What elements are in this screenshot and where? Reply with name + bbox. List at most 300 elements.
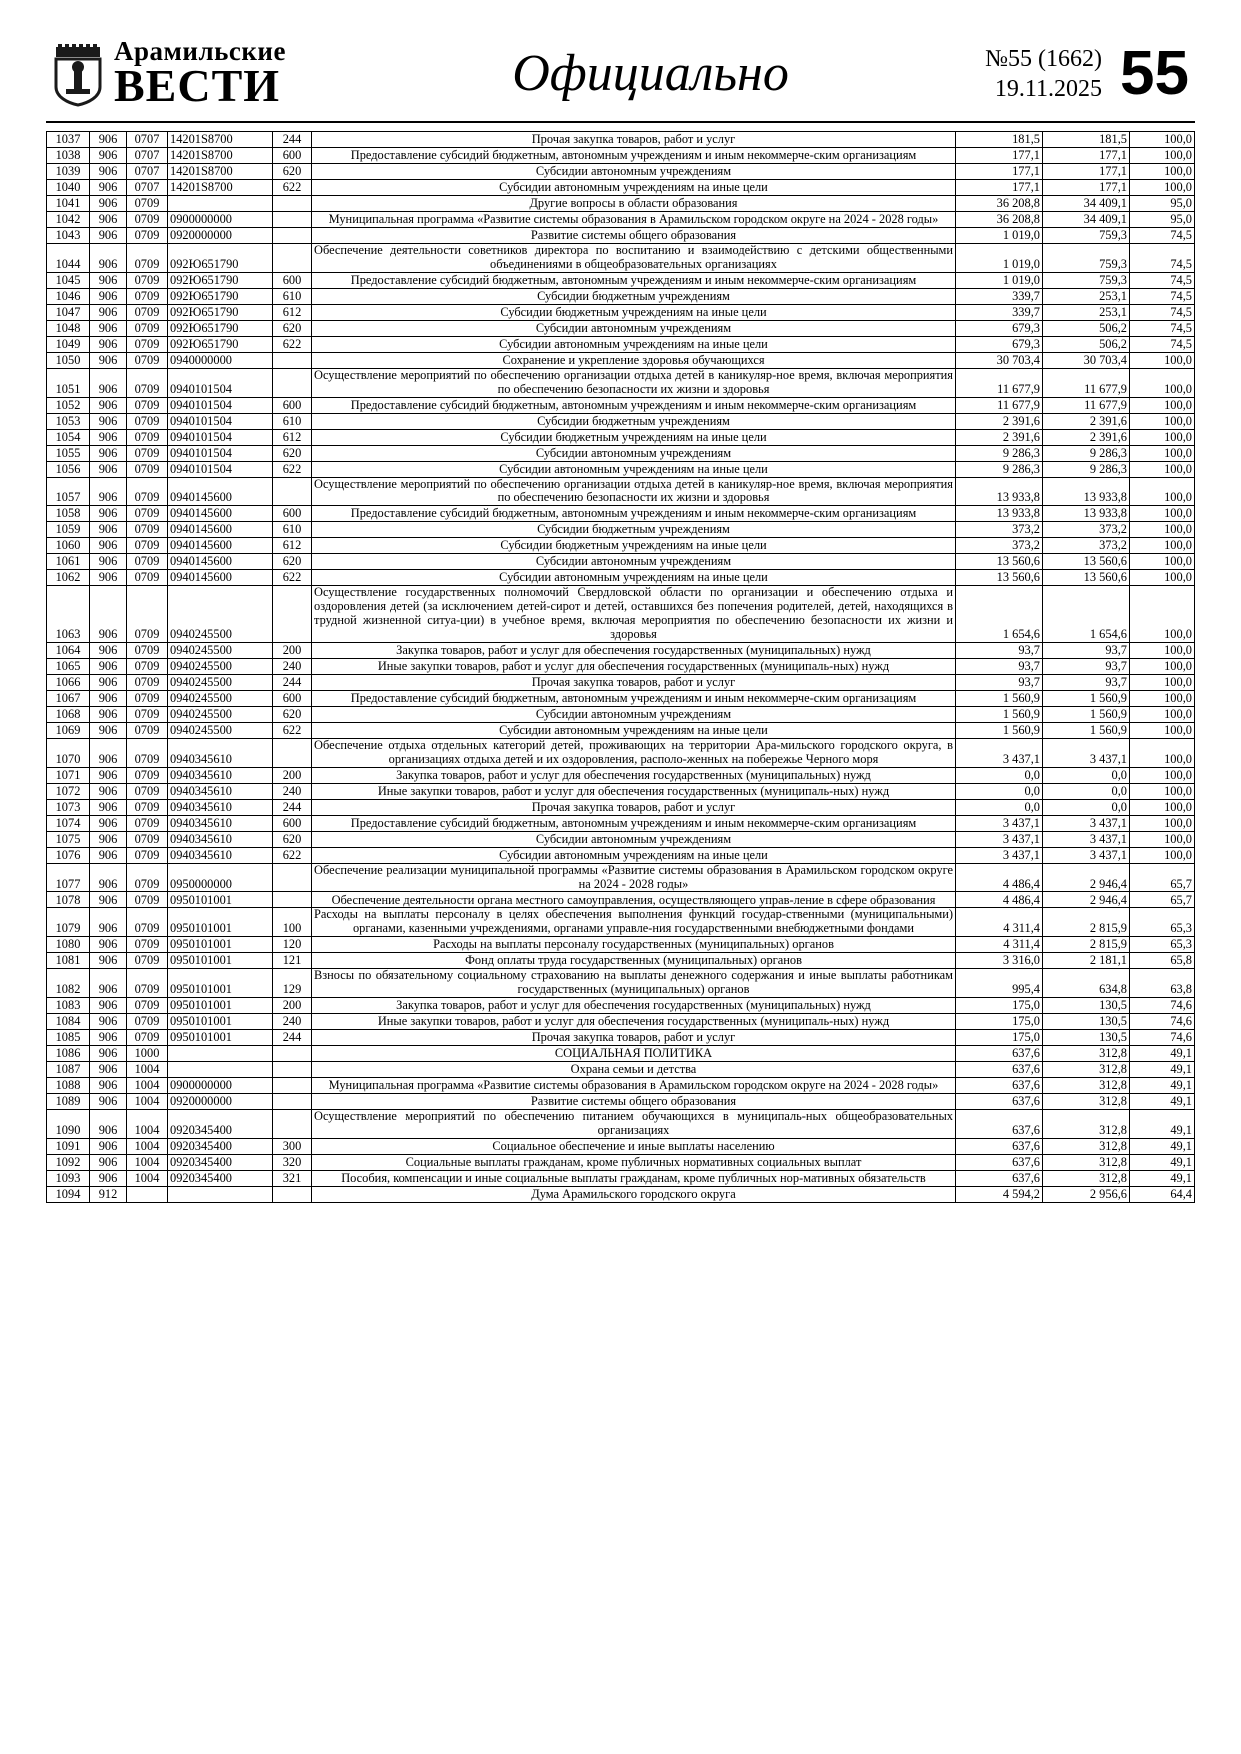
table-row [47, 674, 1195, 690]
expense-name: Сохранение и укрепление здоровья обучающихся [312, 352, 956, 368]
target-article-code: 0940101504 [168, 429, 273, 445]
target-article-code: 0940245500 [168, 674, 273, 690]
execution-percent: 74,5 [1130, 336, 1195, 352]
plan-amount: 1 019,0 [956, 228, 1043, 244]
plan-amount: 3 437,1 [956, 738, 1043, 767]
chief-administrator-code: 906 [90, 538, 127, 554]
chief-administrator-code: 906 [90, 937, 127, 953]
row-number: 1079 [47, 908, 90, 937]
chief-administrator-code: 906 [90, 336, 127, 352]
chief-administrator-code: 906 [90, 908, 127, 937]
table-row [47, 1138, 1195, 1154]
expense-type-code: 600 [273, 397, 312, 413]
section-subsection-code: 0709 [127, 570, 168, 586]
expense-name: Взносы по обязательному социальному страхованию на выплаты денежного содержания и иные выплаты работникам государственных (муниципальных) органов [312, 969, 956, 998]
expense-type-code: 622 [273, 336, 312, 352]
section-subsection-code: 1004 [127, 1062, 168, 1078]
expense-type-code: 244 [273, 674, 312, 690]
table-row [47, 461, 1195, 477]
section-subsection-code: 0709 [127, 554, 168, 570]
execution-percent: 100,0 [1130, 586, 1195, 643]
expense-type-code: 244 [273, 799, 312, 815]
section-subsection-code: 0709 [127, 892, 168, 908]
chief-administrator-code: 906 [90, 674, 127, 690]
expense-type-code: 129 [273, 969, 312, 998]
fact-amount: 2 946,4 [1043, 863, 1130, 892]
expense-type-code: 622 [273, 722, 312, 738]
section-subsection-code: 0709 [127, 783, 168, 799]
target-article-code: 14201S8700 [168, 148, 273, 164]
execution-percent: 65,3 [1130, 937, 1195, 953]
table-row [47, 1154, 1195, 1170]
table-row [47, 429, 1195, 445]
expense-type-code: 622 [273, 570, 312, 586]
execution-percent: 100,0 [1130, 799, 1195, 815]
expense-name: Прочая закупка товаров, работ и услуг [312, 799, 956, 815]
coat-of-arms-icon [52, 41, 104, 107]
expense-name: Субсидии автономным учреждениям на иные цели [312, 180, 956, 196]
expense-type-code: 612 [273, 429, 312, 445]
fact-amount: 0,0 [1043, 783, 1130, 799]
plan-amount: 30 703,4 [956, 352, 1043, 368]
table-row [47, 132, 1195, 148]
row-number: 1068 [47, 706, 90, 722]
section-subsection-code: 0709 [127, 1030, 168, 1046]
row-number: 1040 [47, 180, 90, 196]
plan-amount: 373,2 [956, 538, 1043, 554]
fact-amount: 93,7 [1043, 642, 1130, 658]
execution-percent: 100,0 [1130, 783, 1195, 799]
row-number: 1066 [47, 674, 90, 690]
chief-administrator-code: 906 [90, 429, 127, 445]
fact-amount: 177,1 [1043, 164, 1130, 180]
row-number: 1053 [47, 413, 90, 429]
section-subsection-code: 0709 [127, 320, 168, 336]
fact-amount: 373,2 [1043, 538, 1130, 554]
fact-amount: 312,8 [1043, 1062, 1130, 1078]
plan-amount: 177,1 [956, 148, 1043, 164]
expense-name: Субсидии автономным учреждениям [312, 831, 956, 847]
table-row [47, 397, 1195, 413]
plan-amount: 0,0 [956, 799, 1043, 815]
fact-amount: 177,1 [1043, 148, 1130, 164]
chief-administrator-code: 906 [90, 461, 127, 477]
chief-administrator-code: 906 [90, 506, 127, 522]
expense-type-code: 121 [273, 953, 312, 969]
section-subsection-code: 0709 [127, 538, 168, 554]
expense-type-code: 244 [273, 1030, 312, 1046]
plan-amount: 2 391,6 [956, 413, 1043, 429]
chief-administrator-code: 906 [90, 586, 127, 643]
expense-name: Субсидии автономным учреждениям [312, 445, 956, 461]
execution-percent: 95,0 [1130, 212, 1195, 228]
section-subsection-code: 0709 [127, 815, 168, 831]
section-subsection-code: 0709 [127, 429, 168, 445]
fact-amount: 130,5 [1043, 998, 1130, 1014]
table-row [47, 815, 1195, 831]
plan-amount: 3 437,1 [956, 815, 1043, 831]
chief-administrator-code: 906 [90, 738, 127, 767]
expense-name: Социальные выплаты гражданам, кроме публичных нормативных социальных выплат [312, 1154, 956, 1170]
plan-amount: 4 594,2 [956, 1186, 1043, 1202]
expense-type-code: 300 [273, 1138, 312, 1154]
fact-amount: 506,2 [1043, 336, 1130, 352]
expense-name: Обеспечение деятельности советников директора по воспитанию и взаимодействию с детскими общественными объединениями в общеобразовательных организациях [312, 244, 956, 273]
execution-percent: 100,0 [1130, 461, 1195, 477]
row-number: 1083 [47, 998, 90, 1014]
execution-percent: 65,7 [1130, 892, 1195, 908]
row-number: 1076 [47, 847, 90, 863]
target-article-code: 0940345610 [168, 738, 273, 767]
expense-name: Субсидии бюджетным учреждениям на иные цели [312, 304, 956, 320]
chief-administrator-code: 906 [90, 1138, 127, 1154]
expense-type-code: 620 [273, 831, 312, 847]
section-subsection-code: 0709 [127, 228, 168, 244]
target-article-code: 0940345610 [168, 799, 273, 815]
expense-name: Предоставление субсидий бюджетным, автономным учреждениям и иным некоммерче-ским организациям [312, 690, 956, 706]
expense-type-code: 620 [273, 445, 312, 461]
section-subsection-code: 0709 [127, 706, 168, 722]
chief-administrator-code: 906 [90, 1110, 127, 1139]
fact-amount: 312,8 [1043, 1046, 1130, 1062]
expense-name: Прочая закупка товаров, работ и услуг [312, 1030, 956, 1046]
execution-percent: 74,5 [1130, 304, 1195, 320]
table-row [47, 690, 1195, 706]
plan-amount: 373,2 [956, 522, 1043, 538]
target-article-code: 0920345400 [168, 1170, 273, 1186]
chief-administrator-code: 906 [90, 1154, 127, 1170]
execution-percent: 74,5 [1130, 244, 1195, 273]
fact-amount: 11 677,9 [1043, 368, 1130, 397]
execution-percent: 100,0 [1130, 352, 1195, 368]
target-article-code: 092Ю651790 [168, 244, 273, 273]
table-row [47, 506, 1195, 522]
expense-type-code: 320 [273, 1154, 312, 1170]
expense-type-code [273, 477, 312, 506]
expense-type-code [273, 212, 312, 228]
fact-amount: 93,7 [1043, 674, 1130, 690]
expense-type-code: 100 [273, 908, 312, 937]
row-number: 1074 [47, 815, 90, 831]
expense-type-code [273, 196, 312, 212]
execution-percent: 100,0 [1130, 164, 1195, 180]
fact-amount: 13 933,8 [1043, 477, 1130, 506]
plan-amount: 36 208,8 [956, 196, 1043, 212]
row-number: 1077 [47, 863, 90, 892]
fact-amount: 312,8 [1043, 1094, 1130, 1110]
section-subsection-code: 0709 [127, 738, 168, 767]
execution-percent: 49,1 [1130, 1110, 1195, 1139]
target-article-code: 0940101504 [168, 413, 273, 429]
fact-amount: 13 933,8 [1043, 506, 1130, 522]
expense-name: Предоставление субсидий бюджетным, автономным учреждениям и иным некоммерче-ским организациям [312, 815, 956, 831]
expense-type-code: 600 [273, 506, 312, 522]
chief-administrator-code: 906 [90, 1046, 127, 1062]
table-row [47, 570, 1195, 586]
section-subsection-code: 0709 [127, 586, 168, 643]
plan-amount: 1 019,0 [956, 244, 1043, 273]
brand [52, 38, 286, 109]
section-subsection-code: 0709 [127, 937, 168, 953]
execution-percent: 100,0 [1130, 690, 1195, 706]
expense-name: Пособия, компенсации и иные социальные выплаты гражданам, кроме публичных нор-мативных обязательств [312, 1170, 956, 1186]
row-number: 1063 [47, 586, 90, 643]
execution-percent: 100,0 [1130, 706, 1195, 722]
fact-amount: 634,8 [1043, 969, 1130, 998]
row-number: 1058 [47, 506, 90, 522]
row-number: 1052 [47, 397, 90, 413]
brand-line-1: Арамильские [114, 36, 286, 66]
expense-name: Расходы на выплаты персоналу в целях обеспечения выполнения функций государ-ственными (муниципальными) органами, казенными учреждениями, органами управле-ния государственными внебюджетными фондами [312, 908, 956, 937]
fact-amount: 34 409,1 [1043, 196, 1130, 212]
execution-percent: 74,5 [1130, 272, 1195, 288]
row-number: 1092 [47, 1154, 90, 1170]
execution-percent: 100,0 [1130, 815, 1195, 831]
table-row [47, 244, 1195, 273]
issue-number: №55 (1662) [985, 45, 1103, 72]
fact-amount: 177,1 [1043, 180, 1130, 196]
target-article-code [168, 1186, 273, 1202]
target-article-code: 0940345610 [168, 815, 273, 831]
section-subsection-code: 0709 [127, 196, 168, 212]
expense-type-code: 610 [273, 522, 312, 538]
table-row [47, 554, 1195, 570]
row-number: 1043 [47, 228, 90, 244]
row-number: 1071 [47, 767, 90, 783]
expense-type-code: 610 [273, 288, 312, 304]
fact-amount: 759,3 [1043, 272, 1130, 288]
target-article-code: 0920345400 [168, 1154, 273, 1170]
section-subsection-code: 0709 [127, 212, 168, 228]
fact-amount: 312,8 [1043, 1170, 1130, 1186]
fact-amount: 130,5 [1043, 1030, 1130, 1046]
target-article-code: 0950101001 [168, 953, 273, 969]
expense-type-code [273, 1186, 312, 1202]
plan-amount: 1 560,9 [956, 706, 1043, 722]
expense-name: Осуществление государственных полномочий Свердловской области по организации и обеспечению отдыха и оздоровления детей (за исключением детей-сирот и детей, оставшихся без попечения родителей, детей, находящихся в трудной жизненной ситуа-ции) в учебное время, включая мероприятия по обеспечению безопасности их жизни и здоровья [312, 586, 956, 643]
expense-name: Обеспечение реализации муниципальной программы «Развитие системы образования в Арамильском городском округе на 2024 - 2028 годы» [312, 863, 956, 892]
expense-name: Расходы на выплаты персоналу государственных (муниципальных) органов [312, 937, 956, 953]
plan-amount: 0,0 [956, 767, 1043, 783]
expense-name: Субсидии бюджетным учреждениям на иные цели [312, 538, 956, 554]
section-subsection-code: 0709 [127, 461, 168, 477]
section-subsection-code: 0709 [127, 244, 168, 273]
brand-line-2: ВЕСТИ [114, 60, 281, 111]
target-article-code: 0940345610 [168, 831, 273, 847]
table-row [47, 706, 1195, 722]
expense-name: Субсидии бюджетным учреждениям [312, 413, 956, 429]
table-row [47, 1170, 1195, 1186]
plan-amount: 93,7 [956, 658, 1043, 674]
row-number: 1084 [47, 1014, 90, 1030]
fact-amount: 9 286,3 [1043, 461, 1130, 477]
row-number: 1087 [47, 1062, 90, 1078]
plan-amount: 2 391,6 [956, 429, 1043, 445]
expense-name: Субсидии бюджетным учреждениям на иные цели [312, 429, 956, 445]
row-number: 1091 [47, 1138, 90, 1154]
fact-amount: 3 437,1 [1043, 738, 1130, 767]
section-subsection-code: 0709 [127, 969, 168, 998]
execution-percent: 100,0 [1130, 767, 1195, 783]
execution-percent: 100,0 [1130, 658, 1195, 674]
expense-name: Социальное обеспечение и иные выплаты населению [312, 1138, 956, 1154]
chief-administrator-code: 906 [90, 953, 127, 969]
table-row [47, 1062, 1195, 1078]
fact-amount: 11 677,9 [1043, 397, 1130, 413]
execution-percent: 100,0 [1130, 642, 1195, 658]
execution-percent: 100,0 [1130, 738, 1195, 767]
expense-name: Фонд оплаты труда государственных (муниципальных) органов [312, 953, 956, 969]
expense-type-code: 612 [273, 304, 312, 320]
execution-percent: 49,1 [1130, 1094, 1195, 1110]
masthead [46, 38, 1195, 117]
execution-percent: 100,0 [1130, 554, 1195, 570]
table-row [47, 1030, 1195, 1046]
chief-administrator-code: 906 [90, 892, 127, 908]
plan-amount: 4 311,4 [956, 908, 1043, 937]
section-subsection-code: 0709 [127, 288, 168, 304]
execution-percent: 100,0 [1130, 180, 1195, 196]
target-article-code: 0900000000 [168, 1078, 273, 1094]
chief-administrator-code: 906 [90, 148, 127, 164]
plan-amount: 637,6 [956, 1138, 1043, 1154]
table-row [47, 642, 1195, 658]
table-row [47, 180, 1195, 196]
row-number: 1056 [47, 461, 90, 477]
target-article-code: 092Ю651790 [168, 304, 273, 320]
target-article-code: 14201S8700 [168, 164, 273, 180]
row-number: 1062 [47, 570, 90, 586]
plan-amount: 175,0 [956, 1030, 1043, 1046]
execution-percent: 49,1 [1130, 1170, 1195, 1186]
expense-name: Субсидии автономным учреждениям на иные цели [312, 570, 956, 586]
row-number: 1067 [47, 690, 90, 706]
plan-amount: 637,6 [956, 1170, 1043, 1186]
fact-amount: 30 703,4 [1043, 352, 1130, 368]
chief-administrator-code: 912 [90, 1186, 127, 1202]
chief-administrator-code: 906 [90, 132, 127, 148]
table-row [47, 288, 1195, 304]
table-row [47, 969, 1195, 998]
section-subsection-code: 0709 [127, 690, 168, 706]
chief-administrator-code: 906 [90, 477, 127, 506]
target-article-code: 0940345610 [168, 783, 273, 799]
row-number: 1073 [47, 799, 90, 815]
target-article-code: 0940101504 [168, 397, 273, 413]
expense-name: Обеспечение отдыха отдельных категорий детей, проживающих на территории Ара-мильского городского округа, в организациях отдыха детей и их оздоровления, располо-женных на побережье Черного моря [312, 738, 956, 767]
expense-type-code: 240 [273, 1014, 312, 1030]
plan-amount: 679,3 [956, 320, 1043, 336]
expense-type-code [273, 863, 312, 892]
chief-administrator-code: 906 [90, 642, 127, 658]
fact-amount: 181,5 [1043, 132, 1130, 148]
expense-name: Дума Арамильского городского округа [312, 1186, 956, 1202]
chief-administrator-code: 906 [90, 304, 127, 320]
plan-amount: 13 560,6 [956, 570, 1043, 586]
section-subsection-code: 0707 [127, 180, 168, 196]
table-row [47, 799, 1195, 815]
execution-percent: 100,0 [1130, 429, 1195, 445]
target-article-code: 0940245500 [168, 690, 273, 706]
plan-amount: 9 286,3 [956, 461, 1043, 477]
expense-type-code: 620 [273, 164, 312, 180]
plan-amount: 13 933,8 [956, 506, 1043, 522]
execution-percent: 63,8 [1130, 969, 1195, 998]
plan-amount: 11 677,9 [956, 397, 1043, 413]
target-article-code: 0940000000 [168, 352, 273, 368]
table-row [47, 148, 1195, 164]
execution-percent: 100,0 [1130, 722, 1195, 738]
row-number: 1065 [47, 658, 90, 674]
table-row [47, 783, 1195, 799]
execution-percent: 74,5 [1130, 228, 1195, 244]
execution-percent: 74,6 [1130, 1030, 1195, 1046]
section-subsection-code: 0709 [127, 847, 168, 863]
table-row [47, 1046, 1195, 1062]
chief-administrator-code: 906 [90, 1094, 127, 1110]
chief-administrator-code: 906 [90, 413, 127, 429]
expense-name: Осуществление мероприятий по обеспечению организации отдыха детей в каникуляр-ное время, включая мероприятия по обеспечению безопасности их жизни и здоровья [312, 368, 956, 397]
execution-percent: 100,0 [1130, 831, 1195, 847]
chief-administrator-code: 906 [90, 445, 127, 461]
table-row [47, 847, 1195, 863]
expense-name: Субсидии автономным учреждениям на иные цели [312, 336, 956, 352]
target-article-code: 092Ю651790 [168, 320, 273, 336]
chief-administrator-code: 906 [90, 1030, 127, 1046]
target-article-code: 0950101001 [168, 1014, 273, 1030]
execution-percent: 100,0 [1130, 538, 1195, 554]
section-subsection-code: 0709 [127, 799, 168, 815]
target-article-code: 0940145600 [168, 554, 273, 570]
section-subsection-code: 0709 [127, 522, 168, 538]
section-subsection-code: 0709 [127, 352, 168, 368]
execution-percent: 100,0 [1130, 570, 1195, 586]
section-subsection-code: 1004 [127, 1078, 168, 1094]
section-subsection-code: 0709 [127, 368, 168, 397]
target-article-code: 0940145600 [168, 506, 273, 522]
chief-administrator-code: 906 [90, 522, 127, 538]
target-article-code [168, 1046, 273, 1062]
chief-administrator-code: 906 [90, 228, 127, 244]
chief-administrator-code: 906 [90, 212, 127, 228]
plan-amount: 13 560,6 [956, 554, 1043, 570]
fact-amount: 312,8 [1043, 1110, 1130, 1139]
fact-amount: 2 391,6 [1043, 413, 1130, 429]
expense-type-code: 244 [273, 132, 312, 148]
expense-name: Осуществление мероприятий по обеспечению питанием обучающихся в муниципаль-ных общеобразовательных организациях [312, 1110, 956, 1139]
row-number: 1054 [47, 429, 90, 445]
issue-info [985, 44, 1102, 104]
execution-percent: 100,0 [1130, 847, 1195, 863]
fact-amount: 3 437,1 [1043, 831, 1130, 847]
plan-amount: 339,7 [956, 304, 1043, 320]
target-article-code: 0950101001 [168, 892, 273, 908]
expense-type-code: 612 [273, 538, 312, 554]
expense-type-code: 600 [273, 272, 312, 288]
section-subsection-code: 0709 [127, 831, 168, 847]
expense-type-code: 200 [273, 767, 312, 783]
fact-amount: 759,3 [1043, 228, 1130, 244]
expense-name: Субсидии бюджетным учреждениям [312, 522, 956, 538]
row-number: 1093 [47, 1170, 90, 1186]
expense-name: Муниципальная программа «Развитие системы образования в Арамильском городском округе на 2024 - 2028 годы» [312, 212, 956, 228]
expense-type-code [273, 1062, 312, 1078]
expense-name: Другие вопросы в области образования [312, 196, 956, 212]
expense-name: Субсидии автономным учреждениям [312, 554, 956, 570]
row-number: 1082 [47, 969, 90, 998]
target-article-code: 0940345610 [168, 767, 273, 783]
plan-amount: 177,1 [956, 164, 1043, 180]
